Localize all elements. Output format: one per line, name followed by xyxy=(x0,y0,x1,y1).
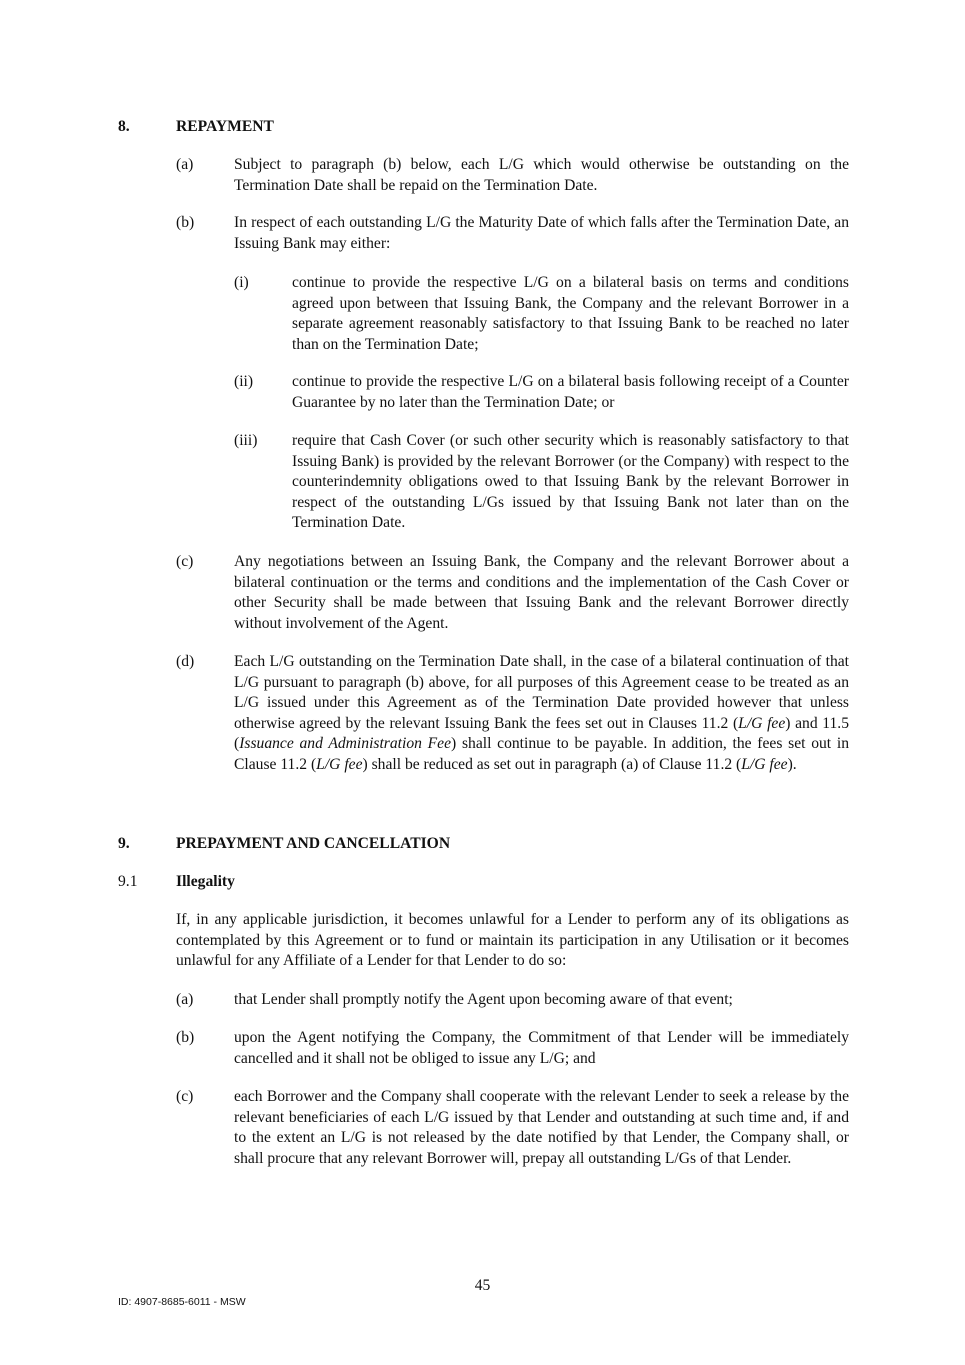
document-id: ID: 4907-8685-6011 - MSW xyxy=(118,1296,246,1308)
clause-9-1-intro: If, in any applicable jurisdiction, it becomes unlawful for a Lender to perform any of its obligations as contemplated by this Agreement or to fund or maintain its participation in any Utilisation or it becomes unlawful for any Affiliate of a Lender for that Lender to do so: xyxy=(176,911,849,970)
s8-b-iii-label: (iii) xyxy=(234,432,258,449)
s8-b-ii-label: (ii) xyxy=(234,373,254,390)
s8-c-text: Any negotiations between an Issuing Bank, the Company and the relevant Borrower about a bilateral continuation or the terms and conditions and the implementation of the Cash Cover or other Security shall be made between that Issuing Bank and the relevant Borrower directly without involvement of the Agent. xyxy=(234,553,849,632)
s9-c-text: each Borrower and the Company shall cooperate with the relevant Lender to seek a release by the relevant beneficiaries of each L/G issued by that Lender and outstanding at such time and, if and to the extent an L/G is not released by the date notified by that Lender, the Company shall, or shall procure that any relevant Borrower will, prepay all outstanding L/Gs of that Lender. xyxy=(234,1088,849,1167)
section-9-title: PREPAYMENT AND CANCELLATION xyxy=(176,835,451,852)
s8-b-iii-text: require that Cash Cover (or such other security which is reasonably satisfactory to that Issuing Bank) is provided by the relevant Borrower (or the Company) with respect to the counterindemnity obligations owed to that Issuing Bank by the relevant Borrower in respect of the outstanding L/Gs issued by that Issuing Bank not later than on the Termination Date. xyxy=(292,432,849,532)
s8-b-label: (b) xyxy=(176,214,195,231)
s8-b-i-text: continue to provide the respective L/G on a bilateral basis on terms and conditions agreed upon between that Issuing Bank, the Company and the relevant Borrower in a separate agreement reasonably satisfactory to that Issuing Bank to be reached no later than on the Termination Date; xyxy=(292,274,849,353)
s8-a-text: Subject to paragraph (b) below, each L/G which would otherwise be outstanding on the Termination Date shall be repaid on the Termination Date. xyxy=(234,156,849,194)
s9-c-label: (c) xyxy=(176,1088,194,1105)
s8-c-label: (c) xyxy=(176,553,194,570)
s9-b-text: upon the Agent notifying the Company, the Commitment of that Lender will be immediately cancelled and it shall not be obliged to issue any L/G; and xyxy=(234,1029,849,1067)
s8-b-i-label: (i) xyxy=(234,274,249,291)
s9-a-text: that Lender shall promptly notify the Agent upon becoming aware of that event; xyxy=(234,991,733,1008)
page-number: 45 xyxy=(474,1277,491,1294)
s9-b-label: (b) xyxy=(176,1029,195,1046)
s8-d-text: Each L/G outstanding on the Termination Date shall, in the case of a bilateral continuation of that L/G pursuant to paragraph (b) above, for all purposes of this Agreement cease to be treated as an L/G issued under this Agreement as of the Termination Date provided however that unless otherwise agreed by the relevant Issuing Bank the fees set out in Clauses 11.2 (L/G fee) and 11.5 (Issuance and Administration Fee) shall continue to be payable. In addition, the fees set out in Clause 11.2 (L/G fee) shall be reduced as set out in paragraph (a) of Clause 11.2 (L/G fee). xyxy=(234,653,849,773)
s8-b-ii-text: continue to provide the respective L/G on a bilateral basis following receipt of a Counter Guarantee by no later than the Termination Date; or xyxy=(292,373,849,411)
s8-a-label: (a) xyxy=(176,156,194,173)
section-8-number: 8. xyxy=(118,118,130,135)
section-9-number: 9. xyxy=(118,835,130,852)
clause-9-1-number: 9.1 xyxy=(118,873,138,890)
s8-d-label: (d) xyxy=(176,653,195,670)
s8-b-text: In respect of each outstanding L/G the Maturity Date of which falls after the Termination Date, an Issuing Bank may either: xyxy=(234,214,849,252)
section-8-title: REPAYMENT xyxy=(176,118,274,135)
clause-9-1-title: Illegality xyxy=(176,873,235,890)
s9-a-label: (a) xyxy=(176,991,194,1008)
